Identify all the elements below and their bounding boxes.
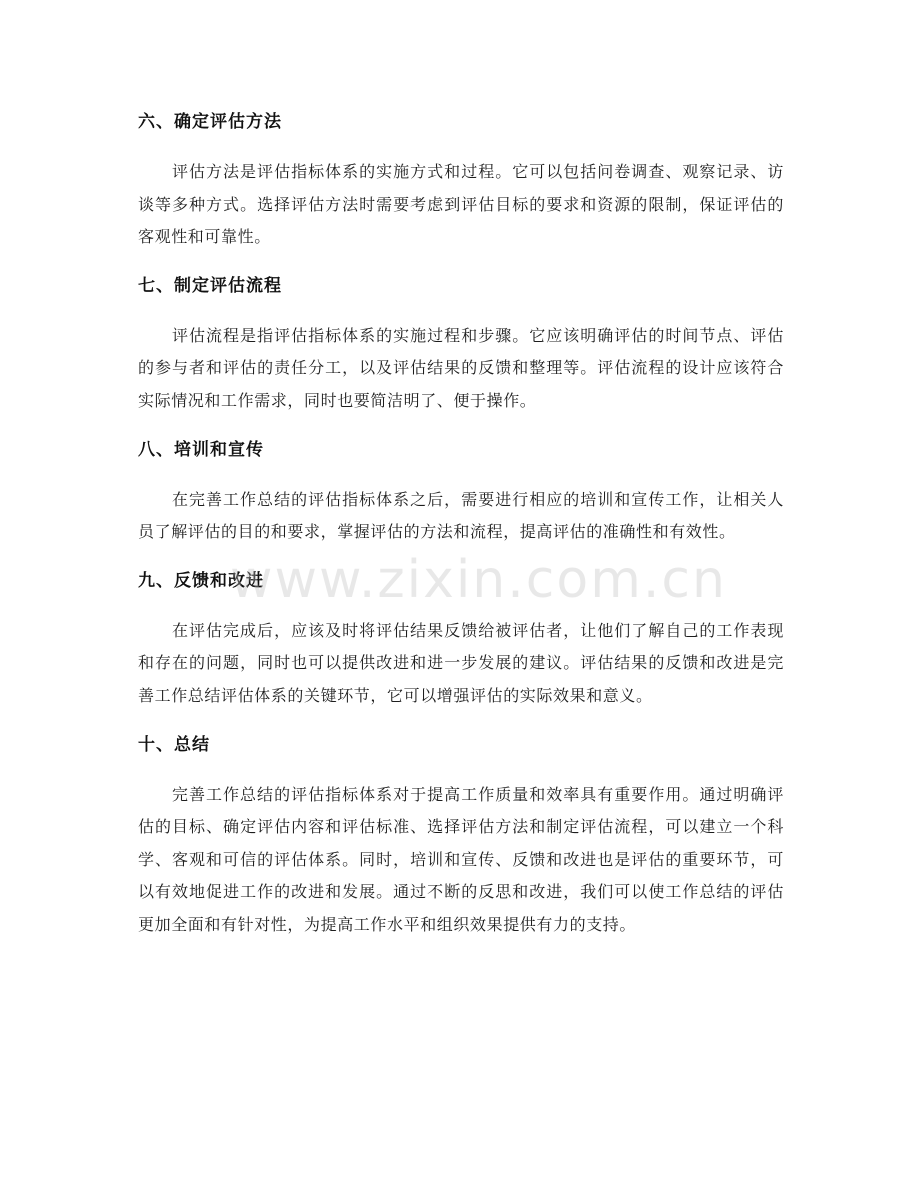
section-paragraph: 评估流程是指评估指标体系的实施过程和步骤。它应该明确评估的时间节点、评估的参与者和评估的责任分工，以及评估结果的反馈和整理等。评估流程的设计应该符合实际情况和工作需求，同时也要简洁明了、便于操作。 (138, 325, 784, 410)
section-heading: 六、确定评估方法 (138, 112, 282, 132)
section-evaluation-process (138, 268, 784, 418)
section-feedback-improvement (138, 563, 784, 713)
section-heading: 十、总结 (138, 734, 210, 755)
section-paragraph: 在评估完成后，应该及时将评估结果反馈给被评估者，让他们了解自己的工作表现和存在的问题，同时也可以提供改进和进一步发展的建议。评估结果的反馈和改进是完善工作总结评估体系的关键环节，它可以增强评估的实际效果和意义。 (138, 620, 784, 705)
section-heading: 九、反馈和改进 (138, 570, 264, 591)
section-paragraph: 评估方法是评估指标体系的实施方式和过程。它可以包括问卷调查、观察记录、访谈等多种方式。选择评估方法时需要考虑到评估目标的要求和资源的限制，保证评估的客观性和可靠性。 (138, 162, 784, 247)
section-heading: 七、制定评估流程 (138, 275, 282, 296)
section-determine-method (138, 104, 784, 254)
section-heading: 八、培训和宣传 (138, 439, 264, 460)
watermark: www.zixin.com.cn (230, 550, 727, 610)
section-paragraph: 在完善工作总结的评估指标体系之后，需要进行相应的培训和宣传工作，让相关人员了解评估的目的和要求，掌握评估的方法和流程，提高评估的准确性和有效性。 (138, 489, 784, 542)
document-body (138, 104, 784, 956)
section-training-publicity (138, 432, 784, 549)
section-paragraph: 完善工作总结的评估指标体系对于提高工作质量和效率具有重要作用。通过明确评估的目标、确定评估内容和评估标准、选择评估方法和制定评估流程，可以建立一个科学、客观和可信的评估体系。同时，培训和宣传、反馈和改进也是评估的重要环节，可以有效地促进工作的改进和发展。通过不断的反思和改进，我们可以使工作总结的评估更加全面和有针对性，为提高工作水平和组织效果提供有力的支持。 (138, 784, 784, 934)
section-summary (138, 727, 784, 942)
